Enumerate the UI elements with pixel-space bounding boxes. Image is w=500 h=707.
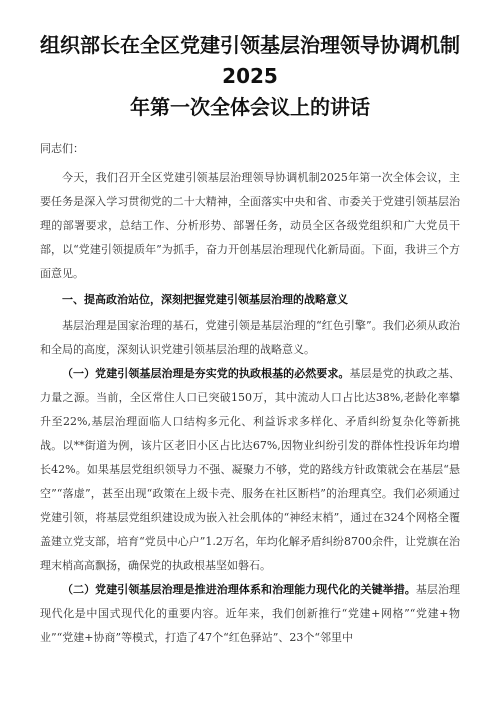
- intro-paragraph: 今天，我们召开全区党建引领基层治理领导协调机制2025年第一次全体会议，主要任务是深入学习贯彻党的二十大精神，全面落实中央和省、市委关于党建引领基层治理的部署要求，总结工作、分析形势、部署任务，动员全区各级党组织和广大党员干部，以“党建引领提质年”为抓手，奋力开创基层治理现代化新局面。下面，我讲三个方面意见。: [40, 171, 460, 280]
- document-title: [40, 30, 460, 123]
- subsection-2-paragraph: [40, 578, 460, 650]
- subsection-1-paragraph: [40, 362, 460, 578]
- title-line-2: 年第一次全体会议上的讲话: [130, 95, 370, 119]
- subsection-1-heading: （一）党建引领基层治理是夯实党的执政根基的必然要求。: [62, 367, 350, 380]
- section-1-intro: 基层治理是国家治理的基石，党建引领是基层治理的“红色引擎”。我们必须从政治和全局的高度，深刻认识党建引领基层治理的战略意义。: [40, 319, 460, 356]
- greeting: 同志们：: [40, 142, 84, 155]
- subsection-1-text: 基层是党的执政之基、力量之源。当前，全区常住人口已突破150万，其中流动人口占比达38%,老龄化率攀升至22%,基层治理面临人口结构多元化、利益诉求多样化、矛盾纠纷复杂化等新挑战。以**街道为例，该片区老旧小区占比达67%,因物业纠纷引发的群体性投诉年均增长42%。如果基层党组织领导力不强、凝聚力不够，党的路线方针政策就会在基层“悬空”“落虚”，甚至出现“政策在上级卡壳、服务在社区断档”的治理真空。我们必须通过党建引领，将基层党组织建设成为嵌入社会肌体的“神经末梢”，通过在324个网格全覆盖建立党支部，培育“党员中心户”1.2万名，年均化解矛盾纠纷8700余件，让党旗在治理末梢高高飘扬，确保党的执政根基坚如磐石。: [40, 367, 460, 572]
- section-1-heading: 一、提高政治站位，深刻把握党建引领基层治理的战略意义: [62, 293, 348, 306]
- title-line-1: 组织部长在全区党建引领基层治理领导协调机制2025: [40, 33, 460, 88]
- subsection-2-heading: （二）党建引领基层治理是推进治理体系和治理能力现代化的关键举措。: [62, 583, 416, 596]
- subsection-2-text: 基层治理现代化是中国式现代化的重要内容。近年来，我们创新推行“党建+网格”“党建+物业”“党建+协商”等模式，打造了47个“红色驿站”、23个“邻里中: [40, 583, 460, 644]
